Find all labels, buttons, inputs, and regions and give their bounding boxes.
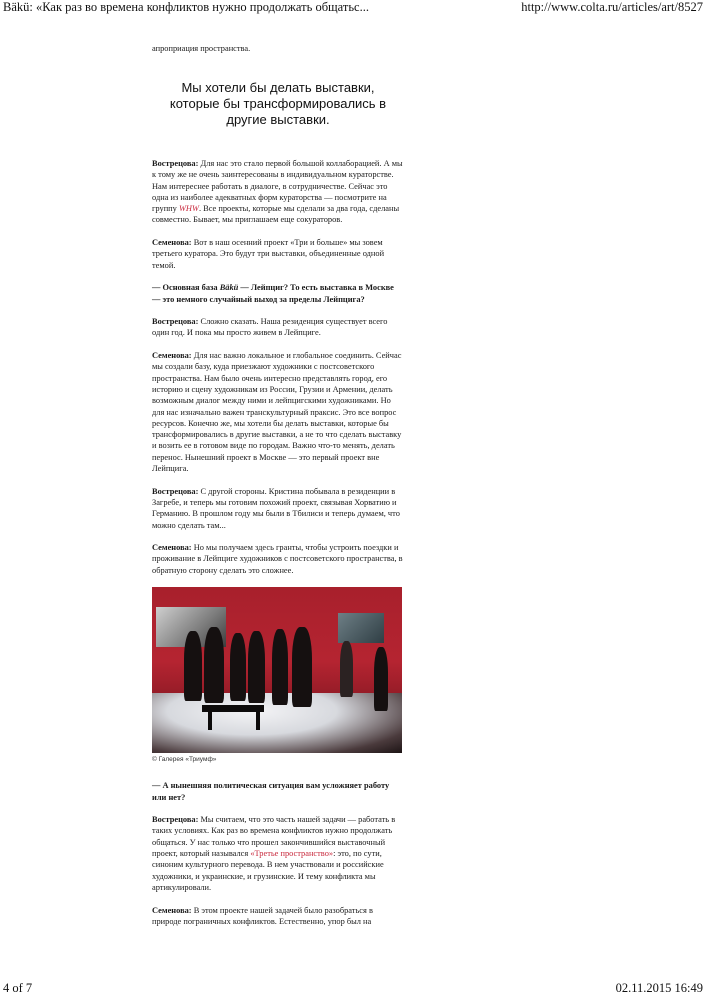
speaker-name: Семенова:	[152, 238, 192, 248]
speaker-name: Семенова:	[152, 905, 192, 915]
visitor-figure	[204, 627, 224, 703]
paragraph	[152, 814, 404, 893]
visitor-figure	[230, 633, 246, 701]
speaker-name: Семенова:	[152, 543, 192, 553]
interview-question: — А нынешняя политическая ситуация вам усложняет работу или нет?	[152, 781, 390, 802]
lead-text: апроприация пространства.	[152, 44, 251, 53]
paragraph-text: Сложно сказать. Наша резиденция существует всего один год. И пока мы просто живем в Лейпциге.	[152, 317, 388, 338]
pull-quote: Мы хотели бы делать выставки, которые бы трансформировались в другие выставки.	[169, 80, 387, 127]
paragraph-text: : это, по сути, синоним культурного перевода. В нем участвовали и российские художники, и украинские, и грузинские. И тему конфликта мы артикулировали.	[152, 849, 384, 892]
paragraph-text: В этом проекте нашей задачей было разобраться в природе пограничных конфликтов. Естественно, упор был на	[152, 905, 373, 926]
visitor-figure	[340, 641, 353, 697]
visitor-figure	[292, 627, 312, 707]
speaker-name: Вострецова:	[152, 486, 199, 496]
paragraph-text: Для нас это стало первой большой коллаборацией. А мы к тому же не очень заинтересованы в индивидуальном кураторстве. Нам интереснее работать в диалоге, в сотрудничестве. Сейчас это одна из наиболее адекватных форм кураторства — посмотрите на группу	[152, 159, 403, 214]
visitor-figure	[184, 631, 202, 701]
article-body	[152, 158, 404, 938]
paragraph	[152, 905, 404, 928]
paragraph	[152, 158, 404, 226]
print-header-title: Bäkü: «Как раз во времена конфликтов нужно продолжать общатьс...	[3, 0, 369, 14]
speaker-name: Вострецова:	[152, 815, 199, 825]
display-table	[208, 712, 212, 730]
paragraph-text: Но мы получаем здесь гранты, чтобы устроить поездки и проживание в Лейпциге художников с постсоветского пространства, в обратную сторону сделать это сложнее.	[152, 543, 403, 575]
third-space-link[interactable]: «Третье пространство»	[250, 849, 334, 859]
print-datetime: 02.11.2015 16:49	[615, 981, 703, 995]
paragraph	[152, 350, 404, 474]
paragraph-text: Для нас важно локальное и глобальное соединить. Сейчас мы создали базу, куда приезжают художники с постсоветского пространства. Нам было очень интересно представлять город, его историю и сцену художникам из России, Грузии и Армении, делать возможным диалог между ними и лейпцигскими художниками. Но для нас изначально важен транскультурный праксис. Это все вопрос ресурсов. Конечно же, мы хотели бы делать выставки, которые бы трансформировались в другие выставки, а не то что сделать выставку и возить ее в готовом виде по городам. Важно что-то менять, делать перенос. Нынешний проект в Москве — это первый проект вне Лейпцига.	[152, 351, 402, 474]
visitor-figure	[272, 629, 288, 705]
paragraph-text: Мы считаем, что это часть нашей задачи — работать в таких условиях. Как раз во времена конфликтов нужно продолжать общаться. У нас только что прошел закончившийся выставочный проект, который назывался	[152, 815, 396, 859]
exhibition-photo	[152, 587, 402, 753]
display-table	[256, 712, 260, 730]
whw-link[interactable]: WHW	[178, 204, 199, 214]
interview-question	[152, 282, 404, 305]
visitor-figure	[248, 631, 265, 703]
speaker-name: Вострецова:	[152, 159, 199, 168]
speaker-name: Вострецова:	[152, 317, 199, 327]
question-text: — Лейпциг? То есть выставка в Москве — это немного случайный выход за пределы Лейпцига?	[152, 283, 394, 304]
paragraph	[152, 542, 404, 576]
artwork-right	[338, 613, 384, 643]
page-number: 4 of 7	[3, 981, 33, 995]
question-emphasis: Bäkü	[219, 283, 239, 293]
photo-caption: © Галерея «Триумф»	[152, 756, 217, 764]
visitor-figure	[374, 647, 388, 711]
question-text: — Основная база	[152, 283, 220, 293]
print-header-url[interactable]: http://www.colta.ru/articles/art/8527	[521, 0, 703, 14]
paragraph	[152, 486, 404, 531]
paragraph	[152, 316, 404, 339]
paragraph-text: . Все проекты, которые мы сделали за два года, сделаны совместно. Бывает, мы приглашаем еще сокураторов.	[152, 204, 400, 225]
paragraph	[152, 237, 404, 271]
paragraph-text: Вот в наш осенний проект «Три и больше» мы зовем третьего куратора. Это будут три выставки, объединенные одной темой.	[152, 238, 385, 270]
speaker-name: Семенова:	[152, 351, 192, 361]
display-table	[202, 705, 264, 712]
paragraph-text: С другой стороны. Кристина побывала в резиденции в Загребе, и теперь мы готовим похожий проект, связывая Хорватию и Германию. В прошлом году мы были в Тбилиси и теперь думаем, что можно сделать там...	[152, 486, 400, 530]
